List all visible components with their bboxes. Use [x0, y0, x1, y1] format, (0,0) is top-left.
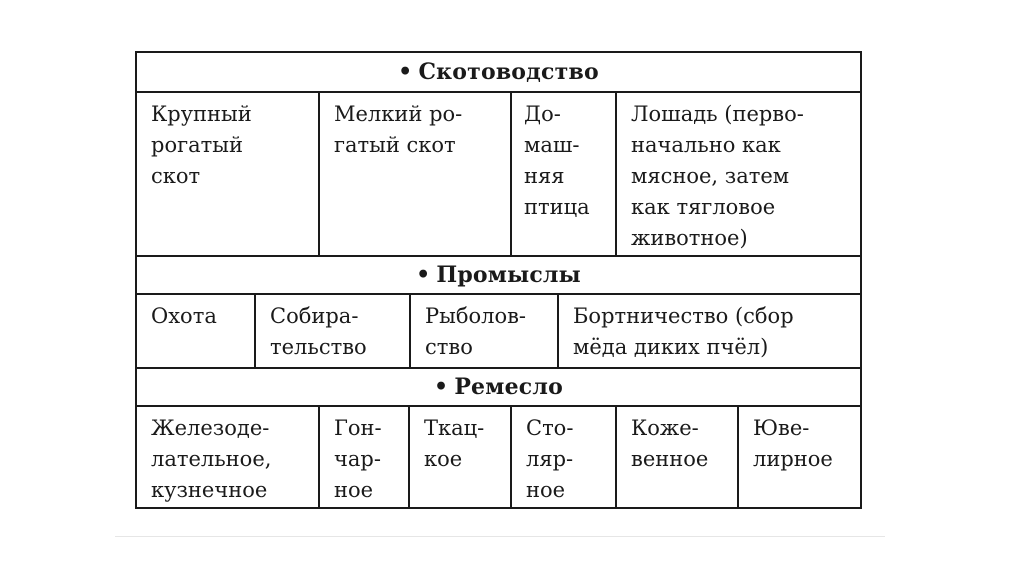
section-title-trades: Промыслы	[436, 262, 581, 288]
table-cell: Собира- тельство	[256, 295, 411, 367]
bullet-icon: •	[398, 59, 413, 85]
table-cell: Бортничество (сбор мёда диких пчёл)	[573, 304, 794, 359]
livestock-row	[135, 93, 862, 255]
table-cell: Коже- венное	[617, 407, 739, 507]
section-title-crafts: Ремесло	[454, 374, 563, 400]
section-header-trades	[135, 255, 862, 295]
table-cell: Железоде- лательное, кузнечное	[137, 407, 320, 507]
craft-table	[135, 47, 862, 509]
table-cell: Крупный рогатый скот	[137, 93, 320, 255]
table-cell: Гон- чар- ное	[320, 407, 410, 507]
crafts-row	[135, 407, 862, 509]
trades-row	[135, 295, 862, 367]
bullet-icon: •	[416, 262, 431, 288]
table-cell: Юве- лирное	[753, 416, 833, 471]
bullet-icon: •	[434, 374, 449, 400]
table-cell: Охота	[137, 295, 256, 367]
table-cell: Ткац- кое	[410, 407, 512, 507]
table-cell: До- маш- няя птица	[512, 93, 617, 255]
table-cell: Лошадь (перво- начально как мясное, затем как тягловое животное)	[631, 102, 804, 250]
section-header-livestock	[135, 51, 862, 93]
divider-line	[115, 536, 885, 537]
table-cell: Мелкий ро- гатый скот	[320, 93, 512, 255]
table-cell: Рыболов- ство	[411, 295, 559, 367]
section-header-crafts	[135, 367, 862, 407]
section-title-livestock: Скотоводство	[418, 59, 599, 85]
table-cell: Сто- ляр- ное	[512, 407, 617, 507]
